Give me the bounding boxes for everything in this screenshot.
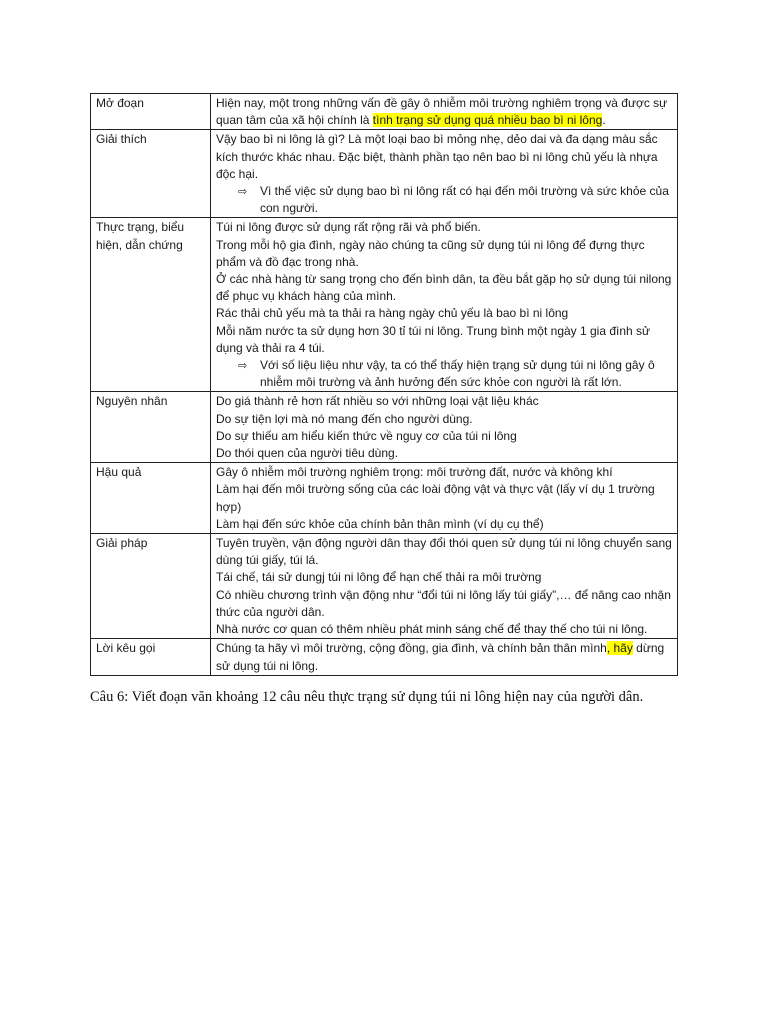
content-line: Do thói quen của người tiêu dùng.	[216, 446, 399, 461]
row-content	[211, 639, 678, 675]
table-row	[91, 218, 678, 392]
arrow-icon: ⇨	[238, 185, 248, 199]
row-label: Hậu quả	[91, 463, 211, 534]
row-content	[211, 534, 678, 639]
conclusion-line	[216, 183, 673, 217]
content-line: Tái chế, tái sử dungj túi ni lông để hạn chế thải ra môi trường	[216, 570, 542, 585]
row-label: Thực trạng, biểu hiện, dẫn chứng	[91, 218, 211, 392]
table-row	[91, 639, 678, 675]
content-line: Tuyên truyền, vận động người dân thay đổi thói quen sử dụng túi ni lông chuyển sang dùng túi giấy, túi lá.	[216, 536, 672, 568]
table-row	[91, 534, 678, 639]
conclusion-text: Với số liệu liệu như vậy, ta có thể thấy hiện trạng sử dụng túi ni lông gây ô nhiễm môi trường và ảnh hưởng đến sức khỏe con người là rất lớn.	[260, 358, 655, 390]
content-line: Ở các nhà hàng từ sang trọng cho đến bình dân, ta đều bắt gặp họ sử dụng túi nilong để phục vụ khách hàng của mình.	[216, 272, 672, 304]
content-line: Làm hại đến sức khỏe của chính bản thân mình (ví dụ cụ thể)	[216, 516, 544, 531]
row-content	[211, 218, 678, 392]
highlighted-text: tình trạng sử dụng quá nhiều bao bì ni lông	[372, 113, 603, 128]
row-content	[211, 130, 678, 218]
question-text: Câu 6: Viết đoạn văn khoảng 12 câu nêu thực trạng sử dụng túi ni lông hiện nay của người dân.	[90, 689, 644, 705]
content-line: Mỗi năm nước ta sử dụng hơn 30 tỉ túi ni lông. Trung bình một ngày 1 gia đình sử dụng và thải ra 4 túi.	[216, 323, 651, 355]
row-content	[211, 463, 678, 534]
table-body	[91, 94, 678, 676]
content-line	[216, 640, 673, 674]
row-label: Lời kêu gọi	[91, 639, 211, 675]
row-label: Mở đoạn	[91, 94, 211, 130]
content-line: Trong mỗi hộ gia đình, ngày nào chúng ta cũng sử dụng túi ni lông để đựng thực phẩm và đồ đạc trong nhà.	[216, 237, 645, 269]
table-row	[91, 130, 678, 218]
content-line: Túi ni lông được sử dụng rất rộng rãi và phổ biến.	[216, 220, 481, 235]
content-line: Do sự thiếu am hiểu kiến thức về nguy cơ của túi ni lông	[216, 428, 517, 443]
row-content	[211, 94, 678, 130]
table-row	[91, 94, 678, 130]
text-segment: Chúng ta hãy vì môi trường, cộng đồng, gia đình, và chính bản thân mình	[216, 641, 607, 656]
content-line: Rác thải chủ yếu mà ta thải ra hàng ngày chủ yếu là bao bì ni lông	[216, 306, 569, 321]
content-line: Nhà nước cơ quan có thêm nhiều phát minh sáng chế để thay thế cho túi ni lông.	[216, 622, 648, 637]
text-segment: dừng sử dụng túi ni lông.	[216, 641, 665, 673]
row-content	[211, 392, 678, 463]
essay-outline-table	[90, 93, 678, 676]
highlighted-text: , hãy	[606, 641, 633, 656]
row-label: Giải thích	[91, 130, 211, 218]
text-segment: .	[602, 113, 606, 128]
content-line: Vậy bao bì ni lông là gì? Là một loại bao bì mỏng nhẹ, dẻo dai và đa dạng màu sắc kích thước khác nhau. Đặc biệt, thành phần tạo nên bao bì ni lông chủ yếu là nhựa độc hại.	[216, 132, 658, 181]
text-segment: Hiện nay, một trong những vấn đề gây ô nhiễm môi trường nghiêm trọng và được sự quan tâm của xã hội chính là	[216, 96, 668, 128]
row-label: Giải pháp	[91, 534, 211, 639]
row-label: Nguyên nhân	[91, 392, 211, 463]
content-line: Gây ô nhiễm môi trường nghiêm trọng: môi trường đất, nước và không khí	[216, 465, 613, 480]
arrow-icon: ⇨	[238, 359, 248, 373]
content-line: Do giá thành rẻ hơn rất nhiều so với những loại vật liệu khác	[216, 394, 539, 409]
table-row	[91, 392, 678, 463]
conclusion-line	[216, 357, 673, 391]
content-line: Do sự tiện lợi mà nó mang đến cho người dùng.	[216, 411, 473, 426]
content-line	[216, 95, 673, 129]
content-line: Làm hại đến môi trường sống của các loài động vật và thực vật (lấy ví dụ 1 trường hợp)	[216, 482, 655, 514]
content-line: Có nhiều chương trình vận động như “đổi túi ni lông lấy túi giấy”,… để nâng cao nhận thức của người dân.	[216, 587, 671, 619]
conclusion-text: Vì thế việc sử dụng bao bì ni lông rất có hại đến môi trường và sức khỏe của con người.	[260, 184, 669, 216]
table-row	[91, 463, 678, 534]
